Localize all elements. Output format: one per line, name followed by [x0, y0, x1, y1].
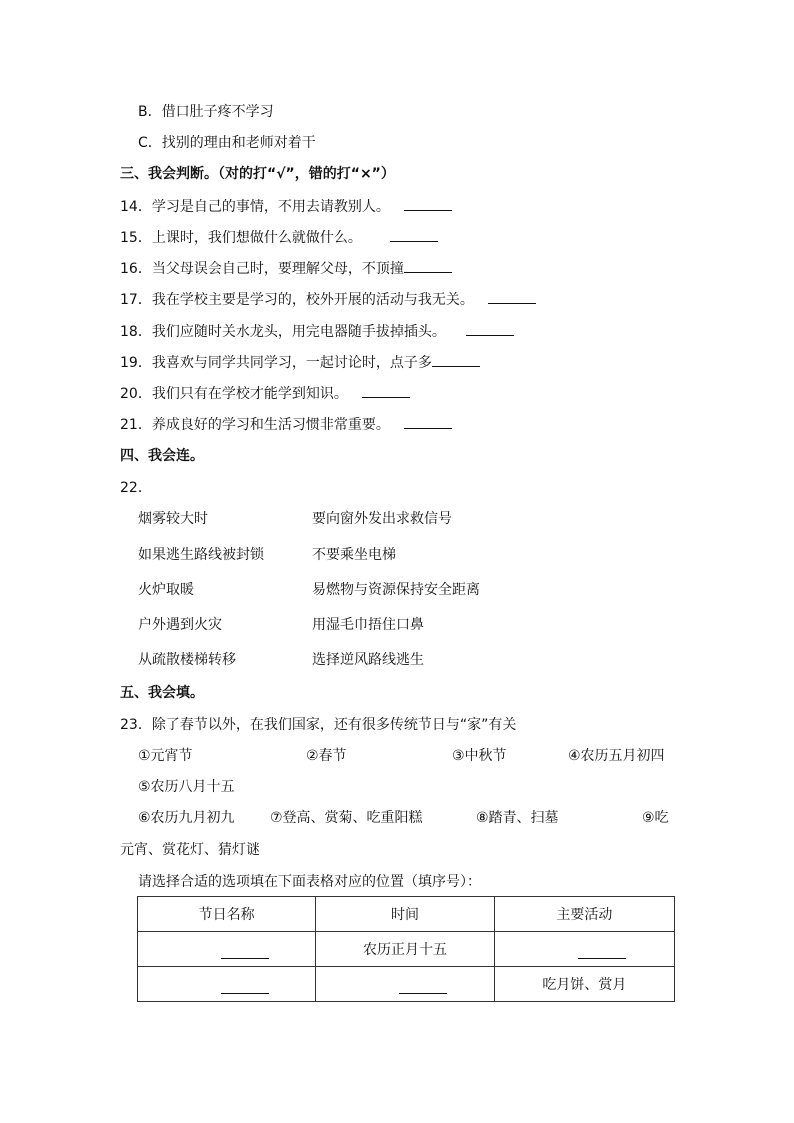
judge-item-19: 19．我喜欢与同学共同学习，一起讨论时，点子多 — [120, 352, 480, 373]
option-7: ⑦登高、赏菊、吃重阳糕 — [270, 810, 423, 826]
judge-item-14: 14．学习是自己的事情，不用去请教别人。 — [120, 196, 452, 217]
option-4: ④农历五月初四 — [568, 748, 665, 764]
option-c: C．找别的理由和老师对着干 — [138, 135, 316, 151]
match-right-4[interactable]: 用湿毛巾捂住口鼻 — [312, 617, 424, 633]
match-right-1[interactable]: 要向窗外发出求救信号 — [312, 511, 452, 527]
answer-blank[interactable] — [466, 321, 514, 336]
option-b: B．借口肚子疼不学习 — [138, 104, 274, 120]
judge-item-18: 18．我们应随时关水龙头，用完电器随手拔掉插头。 — [120, 321, 514, 342]
judge-item-15: 15．上课时，我们想做什么就做什么。 — [120, 227, 438, 248]
answer-blank[interactable] — [362, 383, 410, 398]
option-9a: ⑨吃 — [642, 810, 669, 826]
section5-heading: 五、我会填。 — [120, 685, 204, 701]
table-instruction: 请选择合适的选项填在下面表格对应的位置（填序号）： — [138, 874, 481, 890]
match-right-5[interactable]: 选择逆风路线逃生 — [312, 652, 424, 668]
answer-blank[interactable] — [432, 352, 480, 367]
table-header-row — [138, 897, 675, 932]
match-left-3[interactable]: 火炉取暖 — [138, 582, 194, 598]
section3-heading: 三、我会判断。（对的打“√”，错的打“×”） — [120, 166, 395, 182]
table-row — [138, 967, 675, 1002]
match-left-1[interactable]: 烟雾较大时 — [138, 511, 208, 527]
header-time: 时间 — [316, 897, 494, 932]
option-3: ③中秋节 — [452, 748, 507, 764]
option-8: ⑧踏青、扫墓 — [476, 810, 559, 826]
option-2: ②春节 — [306, 748, 347, 764]
match-right-2[interactable]: 不要乘坐电梯 — [312, 547, 396, 563]
question-23: 23．除了春节以外，在我们国家，还有很多传统节日与“家”有关 — [120, 717, 517, 733]
option-1: ①元宵节 — [138, 748, 193, 764]
option-5: ⑤农历八月十五 — [138, 779, 235, 795]
cell-time-blank[interactable] — [316, 967, 494, 1002]
header-activity: 主要活动 — [494, 897, 674, 932]
match-left-4[interactable]: 户外遇到火灾 — [138, 617, 222, 633]
cell-festival-name-blank[interactable] — [138, 967, 316, 1002]
option-6: ⑥农历九月初九 — [138, 810, 235, 826]
section4-heading: 四、我会连。 — [120, 448, 204, 464]
answer-blank[interactable] — [404, 196, 452, 211]
judge-item-17: 17．我在学校主要是学习的，校外开展的活动与我无关。 — [120, 289, 536, 310]
match-left-5[interactable]: 从疏散楼梯转移 — [138, 652, 236, 668]
answer-blank[interactable] — [404, 414, 452, 429]
answer-blank[interactable] — [488, 289, 536, 304]
question-22-number: 22． — [120, 480, 152, 496]
judge-item-20: 20．我们只有在学校才能学到知识。 — [120, 383, 410, 404]
judge-item-21: 21．养成良好的学习和生活习惯非常重要。 — [120, 414, 452, 435]
cell-festival-name-blank[interactable] — [138, 932, 316, 967]
option-9b: 元宵、赏花灯、猜灯谜 — [120, 842, 260, 858]
answer-blank[interactable] — [390, 227, 438, 242]
festival-table — [137, 896, 675, 1002]
header-festival-name: 节日名称 — [138, 897, 316, 932]
cell-activity-blank[interactable] — [494, 932, 674, 967]
match-right-3[interactable]: 易燃物与资源保持安全距离 — [312, 582, 480, 598]
cell-activity: 吃月饼、赏月 — [494, 967, 674, 1002]
answer-blank[interactable] — [404, 258, 452, 273]
table-row — [138, 932, 675, 967]
match-left-2[interactable]: 如果逃生路线被封锁 — [138, 547, 264, 563]
judge-item-16: 16．当父母误会自己时，要理解父母，不顶撞 — [120, 258, 452, 279]
cell-time: 农历正月十五 — [316, 932, 494, 967]
